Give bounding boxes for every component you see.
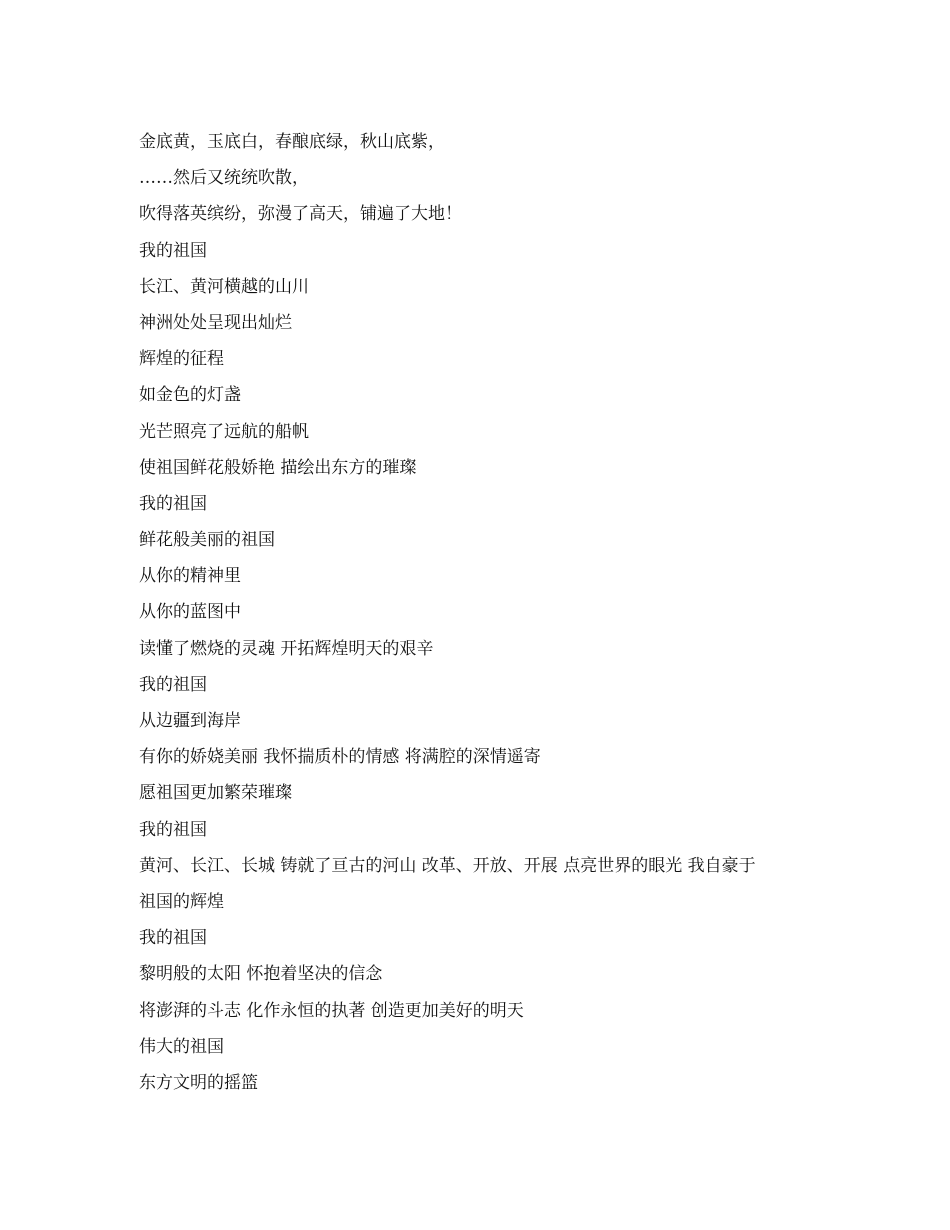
text-line: 从你的精神里 [139,566,241,587]
text-line: 黎明般的太阳 怀抱着坚决的信念 [139,964,383,985]
text-line: 有你的娇娆美丽 我怀揣质朴的情感 将满腔的深情遥寄 [139,747,541,768]
text-line: 从边疆到海岸 [139,711,241,731]
text-line: 从你的蓝图中 [139,602,241,623]
text-line: 黄河、长江、长城 铸就了亘古的河山 改革、开放、开展 点亮世界的眼光 我自豪于 [139,855,756,876]
text-line: 我的祖国 [139,674,207,695]
text-line: 东方文明的摇篮 [139,1072,258,1093]
text-line: 辉煌的征程 [139,349,224,370]
text-line: 光芒照亮了远航的船帆 [139,421,309,442]
text-line: 愿祖国更加繁荣璀璨 [139,783,292,804]
text-line: 我的祖国 [139,928,207,949]
text-line: 使祖国鲜花般娇艳 描绘出东方的璀璨 [139,457,417,478]
text-line: 如金色的灯盏 [139,385,241,406]
text-line: 我的祖国 [139,493,207,514]
text-line: 吹得落英缤纷，弥漫了高天，铺遍了大地！ [139,204,462,225]
text-line: 读懂了燃烧的灵魂 开拓辉煌明天的艰辛 [139,638,434,659]
text-line: 伟大的祖国 [139,1036,224,1057]
text-line: 长江、黄河横越的山川 [139,276,309,297]
text-line: 将澎湃的斗志 化作永恒的执著 创造更加美好的明天 [139,1000,524,1021]
text-line: 鲜花般美丽的祖国 [139,530,275,551]
text-line: 金底黄，玉底白，春酿底绿，秋山底紫， [139,132,445,152]
text-line: 祖国的辉煌 [139,891,224,912]
text-line: 我的祖国 [139,240,207,261]
text-line: ……然后又统统吹散， [139,168,309,189]
text-line: 我的祖国 [139,819,207,840]
poem-text-body [139,124,829,1101]
text-line: 神洲处处呈现出灿烂 [139,312,292,333]
